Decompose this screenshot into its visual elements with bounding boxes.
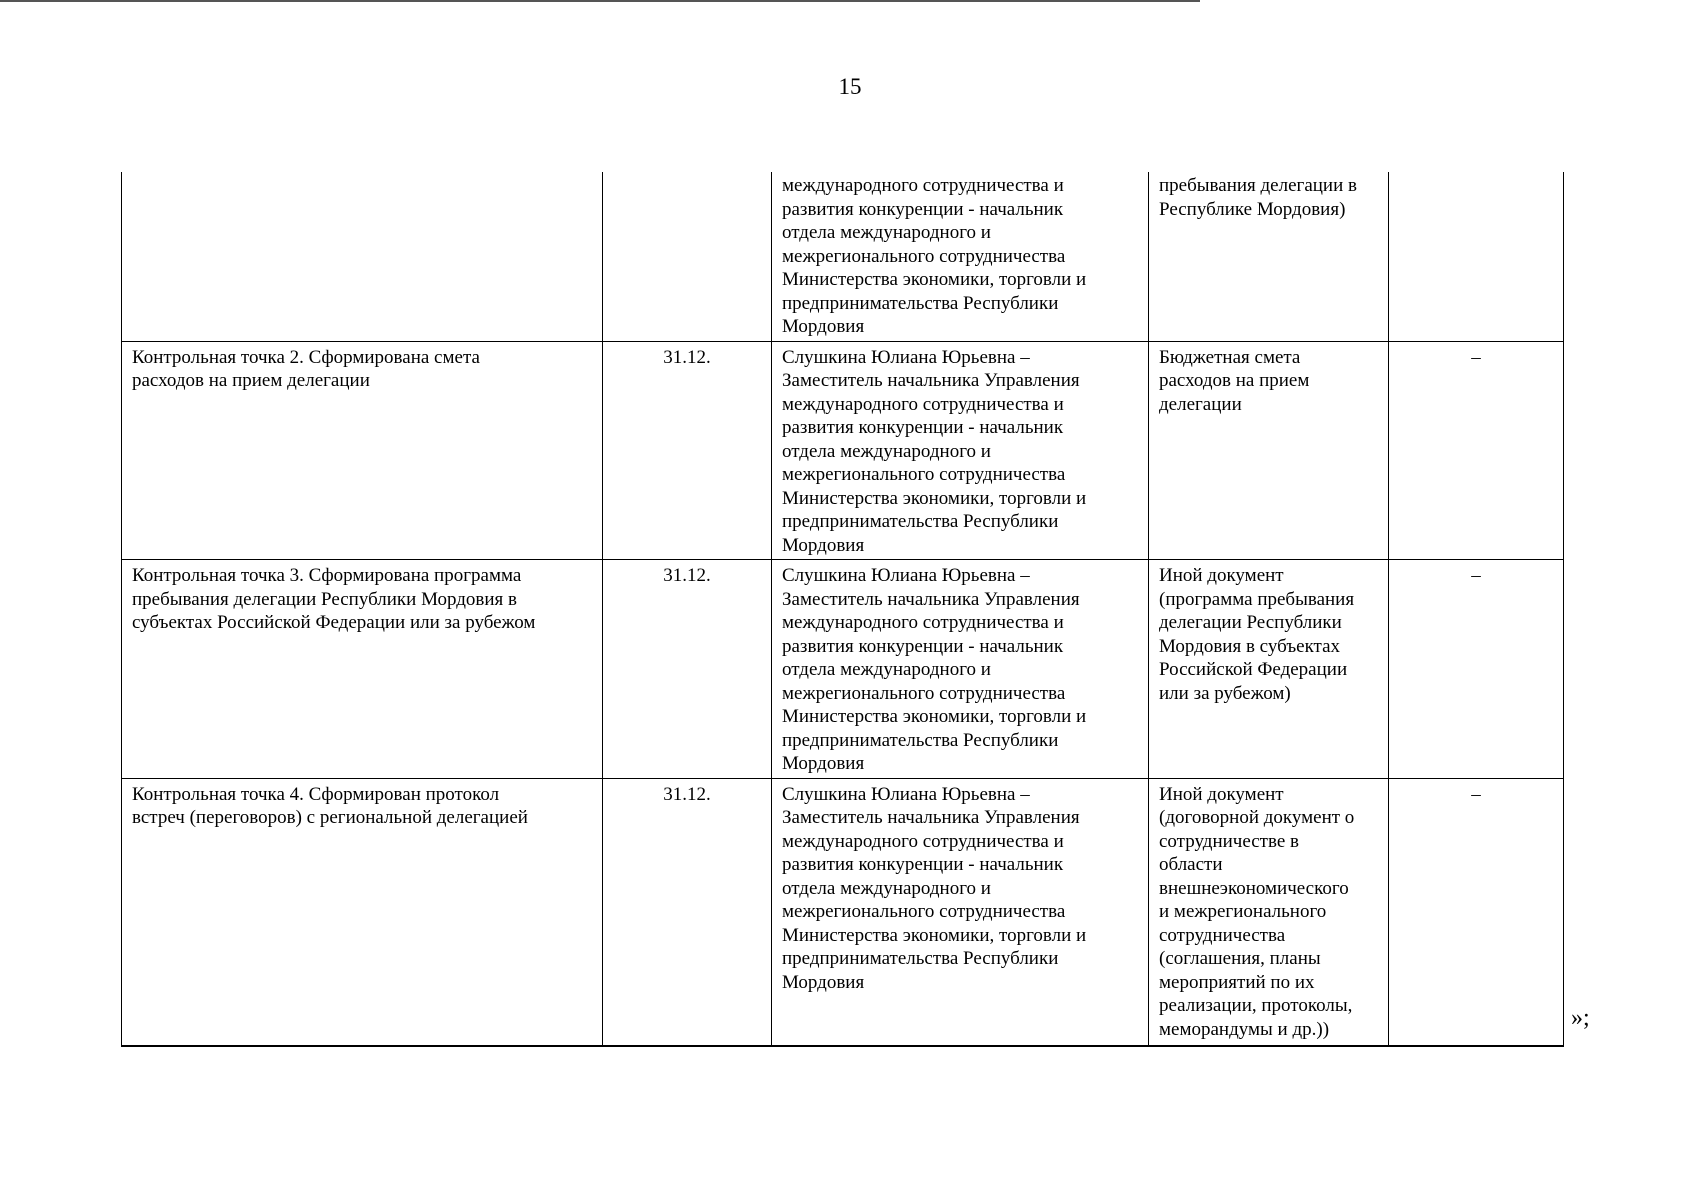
closing-quote: »; <box>1571 1005 1590 1031</box>
page-number: 15 <box>838 74 862 99</box>
deadline-date <box>603 172 772 341</box>
control-point-title: Контрольная точка 4. Сформирован протокол встреч (переговоров) с региональной делегацией <box>122 778 603 1046</box>
table-row <box>122 341 1564 560</box>
table-row <box>122 172 1564 341</box>
result-document: пребывания делегации в Республике Мордовия) <box>1149 172 1389 341</box>
result-document: Бюджетная смета расходов на прием делегации <box>1149 341 1389 560</box>
mark-cell: – <box>1389 778 1564 1046</box>
deadline-date: 31.12. <box>603 560 772 779</box>
mark-cell <box>1389 172 1564 341</box>
responsible-person: Слушкина Юлиана Юрьевна – Заместитель начальника Управления международного сотрудничества и развития конкуренции - начальник отдела международного и межрегионального сотрудничества Министерства экономики, торговли и предпринимательства Республики Мордовия <box>772 778 1149 1046</box>
scan-edge-line <box>0 0 1200 2</box>
control-point-title: Контрольная точка 3. Сформирована программа пребывания делегации Республики Мордовия в субъектах Российской Федерации или за рубежом <box>122 560 603 779</box>
responsible-person: Слушкина Юлиана Юрьевна – Заместитель начальника Управления международного сотрудничества и развития конкуренции - начальник отдела международного и межрегионального сотрудничества Министерства экономики, торговли и предпринимательства Республики Мордовия <box>772 341 1149 560</box>
result-document: Иной документ (программа пребывания делегации Республики Мордовия в субъектах Российской Федерации или за рубежом) <box>1149 560 1389 779</box>
table-row <box>122 560 1564 779</box>
mark-cell: – <box>1389 341 1564 560</box>
control-point-title <box>122 172 603 341</box>
responsible-person: Слушкина Юлиана Юрьевна – Заместитель начальника Управления международного сотрудничества и развития конкуренции - начальник отдела международного и межрегионального сотрудничества Министерства экономики, торговли и предпринимательства Республики Мордовия <box>772 560 1149 779</box>
deadline-date: 31.12. <box>603 778 772 1046</box>
deadline-date: 31.12. <box>603 341 772 560</box>
result-document: Иной документ (договорной документ о сотрудничестве в области внешнеэкономического и межрегионального сотрудничества (соглашения, планы мероприятий по их реализации, протоколы, меморандумы и др.)) <box>1149 778 1389 1046</box>
control-point-title: Контрольная точка 2. Сформирована смета расходов на прием делегации <box>122 341 603 560</box>
table-row <box>122 778 1564 1046</box>
mark-cell: – <box>1389 560 1564 779</box>
responsible-person: международного сотрудничества и развития конкуренции - начальник отдела международного и межрегионального сотрудничества Министерства экономики, торговли и предпринимательства Республики Мордовия <box>772 172 1149 341</box>
control-points-table <box>121 172 1564 1047</box>
